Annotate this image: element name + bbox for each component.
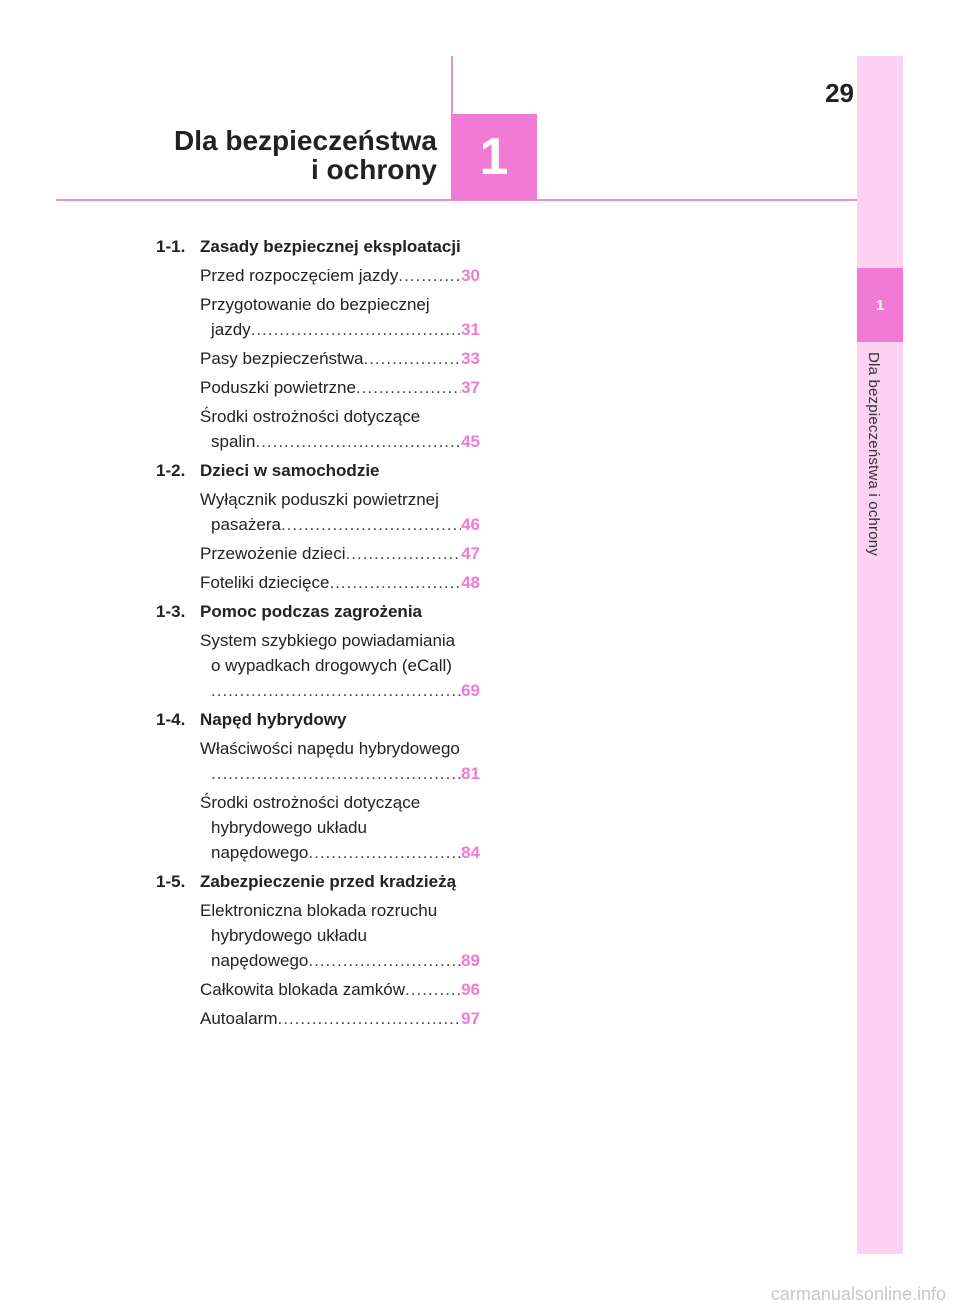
toc-section-heading[interactable] [156, 458, 480, 483]
toc-section-heading[interactable] [156, 707, 480, 732]
toc-page-link[interactable]: 33 [461, 349, 480, 368]
toc-entry-text: spalin [211, 432, 256, 451]
toc-page-link[interactable]: 37 [461, 378, 480, 397]
toc-dot-leader [329, 570, 461, 595]
toc-entry[interactable] [156, 790, 480, 865]
side-strip [857, 56, 903, 1254]
toc-entry[interactable] [156, 404, 480, 454]
toc-dot-leader [308, 948, 461, 973]
toc-entry-text: napędowego [211, 951, 309, 970]
toc-page-link[interactable]: 30 [461, 266, 480, 285]
page-number: 29 [825, 78, 854, 108]
toc-section-heading[interactable] [156, 599, 480, 624]
toc-entry[interactable] [156, 977, 480, 1002]
toc-section-number: 1-1. [156, 237, 186, 256]
toc-entry-text: Poduszki powietrzne [200, 378, 356, 397]
toc-section-number: 1-5. [156, 872, 186, 891]
toc-dot-leader [405, 977, 461, 1002]
toc-section-number: 1-2. [156, 461, 186, 480]
watermark: carmanualsonline.info [770, 1284, 946, 1304]
toc-entry-text: napędowego [211, 843, 309, 862]
chapter-number-box: 1 [451, 114, 537, 200]
toc-dot-leader [251, 317, 461, 342]
toc-page-link[interactable]: 46 [461, 515, 480, 534]
toc-page-link[interactable]: 48 [461, 573, 480, 592]
toc-dot-leader [398, 263, 461, 288]
toc-page-link[interactable]: 89 [461, 951, 480, 970]
toc-entry[interactable] [156, 375, 480, 400]
toc-entry[interactable] [156, 541, 480, 566]
chapter-title-line2: i ochrony [310, 154, 437, 185]
toc-entry[interactable] [156, 628, 480, 703]
table-of-contents [156, 234, 480, 1035]
toc-section-title: Dzieci w samochodzie [200, 461, 380, 480]
toc-page-link[interactable]: 96 [461, 980, 480, 999]
toc-entry-text: Środki ostrożności dotyczące [200, 407, 421, 426]
side-chapter-tab[interactable]: 1 [857, 268, 903, 342]
toc-dot-leader [346, 541, 462, 566]
toc-entry-text: hybrydowego układu [211, 926, 367, 945]
toc-entry-text: Wyłącznik poduszki powietrznej [200, 490, 439, 509]
toc-section-heading[interactable] [156, 234, 480, 259]
toc-section-heading[interactable] [156, 869, 480, 894]
toc-dot-leader [281, 512, 461, 537]
toc-section-title: Zabezpieczenie przed kradzieżą [200, 872, 457, 891]
toc-entry-text: hybrydowego układu [211, 818, 367, 837]
toc-dot-leader [255, 429, 461, 454]
toc-entry-text: jazdy [211, 320, 251, 339]
toc-entry-text: Pasy bezpieczeństwa [200, 349, 364, 368]
toc-page-link[interactable]: 81 [461, 764, 480, 783]
toc-entry-text: pasażera [211, 515, 281, 534]
chapter-title [174, 126, 437, 184]
toc-dot-leader [211, 678, 461, 703]
side-chapter-label: Dla bezpieczeństwa i ochrony [865, 352, 882, 557]
toc-entry-text: Elektroniczna blokada rozruchu [200, 901, 438, 920]
toc-entry-text: Przygotowanie do bezpiecznej [200, 295, 430, 314]
toc-page-link[interactable]: 45 [461, 432, 480, 451]
toc-page-link[interactable]: 84 [461, 843, 480, 862]
chapter-title-line1: Dla bezpieczeństwa [174, 125, 437, 156]
toc-entry-text: System szybkiego powiadamiania [200, 631, 456, 650]
toc-entry[interactable] [156, 898, 480, 973]
toc-page-link[interactable]: 97 [461, 1009, 480, 1028]
toc-entry-text: Całkowita blokada zamków [200, 980, 406, 999]
toc-section-title: Napęd hybrydowy [200, 710, 347, 729]
toc-section-number: 1-3. [156, 602, 186, 621]
toc-dot-leader [363, 346, 461, 371]
toc-entry-text: Właściwości napędu hybrydowego [200, 739, 460, 758]
toc-entry[interactable] [156, 736, 480, 786]
toc-dot-leader [356, 375, 461, 400]
header-divider-vertical [451, 56, 453, 114]
toc-page-link[interactable]: 69 [461, 681, 480, 700]
toc-entry[interactable] [156, 346, 480, 371]
toc-page-link[interactable]: 47 [461, 544, 480, 563]
toc-dot-leader [211, 761, 461, 786]
toc-entry-text: Przed rozpoczęciem jazdy [200, 266, 399, 285]
toc-entry[interactable] [156, 263, 480, 288]
toc-entry-text: Przewożenie dzieci [200, 544, 346, 563]
toc-section-title: Pomoc podczas zagrożenia [200, 602, 422, 621]
toc-entry-text: o wypadkach drogowych (eCall) [211, 656, 452, 675]
toc-entry[interactable] [156, 487, 480, 537]
toc-section-title: Zasady bezpiecznej eksploatacji [200, 237, 461, 256]
toc-entry[interactable] [156, 292, 480, 342]
toc-entry[interactable] [156, 570, 480, 595]
toc-dot-leader [308, 840, 461, 865]
toc-entry-text: Foteliki dziecięce [200, 573, 330, 592]
toc-section-number: 1-4. [156, 710, 186, 729]
toc-entry-text: Środki ostrożności dotyczące [200, 793, 421, 812]
toc-dot-leader [277, 1006, 461, 1031]
toc-entry[interactable] [156, 1006, 480, 1031]
toc-page-link[interactable]: 31 [461, 320, 480, 339]
toc-entry-text: Autoalarm [200, 1009, 278, 1028]
